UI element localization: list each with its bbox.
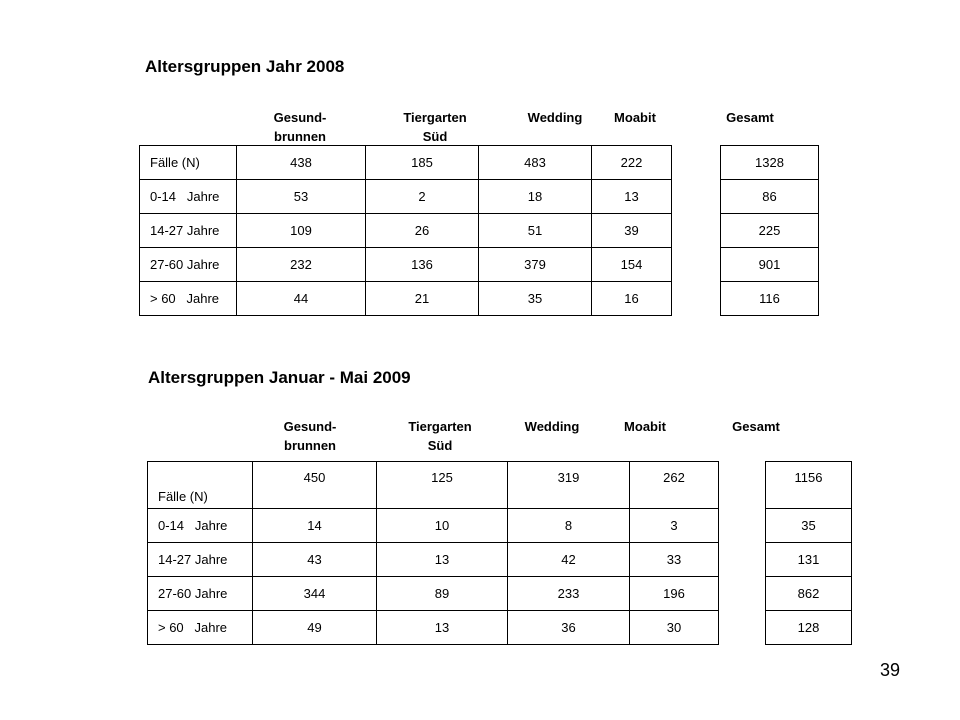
- age-group-table-2008: [139, 145, 819, 316]
- table-cell: 18: [479, 180, 592, 214]
- table-cell: 30: [630, 611, 719, 645]
- column-header-wedding: Wedding: [524, 419, 580, 434]
- table-cell: 39: [592, 214, 672, 248]
- table-body-2009: [148, 462, 852, 645]
- table-cell: 10: [377, 509, 508, 543]
- table-cell: 901: [721, 248, 819, 282]
- table-row: [140, 146, 819, 180]
- table-spacer: [672, 180, 721, 214]
- table-cell: 1328: [721, 146, 819, 180]
- table-cell: 53: [237, 180, 366, 214]
- table-spacer: [719, 577, 766, 611]
- column-header-gesundbrunnen: Gesund- brunnen: [273, 110, 327, 144]
- table-spacer: [672, 146, 721, 180]
- table-row: [148, 611, 852, 645]
- table-cell: 2: [366, 180, 479, 214]
- table-cell: 14: [253, 509, 377, 543]
- table-row: [148, 509, 852, 543]
- row-label-cell: > 60 Jahre: [140, 282, 237, 316]
- table-row: [148, 543, 852, 577]
- table-cell: 13: [592, 180, 672, 214]
- table-cell: 51: [479, 214, 592, 248]
- row-label-cell: 14-27 Jahre: [140, 214, 237, 248]
- row-label-cell: 0-14 Jahre: [140, 180, 237, 214]
- table-row: [140, 282, 819, 316]
- table-spacer: [672, 248, 721, 282]
- row-label-cell: Fälle (N): [148, 462, 253, 509]
- table-row: [140, 248, 819, 282]
- table-cell: 196: [630, 577, 719, 611]
- table-cell: 344: [253, 577, 377, 611]
- page-number: 39: [880, 660, 901, 680]
- table-cell: 13: [377, 543, 508, 577]
- table-cell: 49: [253, 611, 377, 645]
- row-label-cell: 14-27 Jahre: [148, 543, 253, 577]
- table-spacer: [672, 282, 721, 316]
- table-cell: 233: [508, 577, 630, 611]
- table-cell: 185: [366, 146, 479, 180]
- table-cell: 36: [508, 611, 630, 645]
- row-label-cell: > 60 Jahre: [148, 611, 253, 645]
- table-cell: 128: [766, 611, 852, 645]
- table-cell: 232: [237, 248, 366, 282]
- table-cell: 44: [237, 282, 366, 316]
- table-cell: 89: [377, 577, 508, 611]
- table-cell: 86: [721, 180, 819, 214]
- table-cell: 319: [508, 462, 630, 509]
- row-label-cell: 27-60 Jahre: [140, 248, 237, 282]
- row-label-cell: 0-14 Jahre: [148, 509, 253, 543]
- table-spacer: [719, 611, 766, 645]
- column-header-moabit: Moabit: [624, 419, 666, 434]
- row-label-cell: 27-60 Jahre: [148, 577, 253, 611]
- column-header-gesundbrunnen: Gesund- brunnen: [283, 419, 337, 453]
- table-cell: 438: [237, 146, 366, 180]
- column-header-gesamt: Gesamt: [732, 419, 780, 434]
- table-spacer: [719, 462, 766, 509]
- table-row: [140, 214, 819, 248]
- column-header-gesamt: Gesamt: [726, 110, 774, 125]
- table-row: [148, 577, 852, 611]
- table-cell: 35: [766, 509, 852, 543]
- table-cell: 262: [630, 462, 719, 509]
- table-spacer: [672, 214, 721, 248]
- table-cell: 16: [592, 282, 672, 316]
- table-cell: 225: [721, 214, 819, 248]
- table-cell: 483: [479, 146, 592, 180]
- table-body-2008: [140, 146, 819, 316]
- column-header-tiergarten-sued: Tiergarten Süd: [403, 110, 467, 144]
- table-title-2009: Altersgruppen Januar - Mai 2009: [148, 368, 411, 387]
- column-header-wedding: Wedding: [527, 110, 583, 125]
- table-cell: 42: [508, 543, 630, 577]
- table-cell: 862: [766, 577, 852, 611]
- table-cell: 3: [630, 509, 719, 543]
- table-cell: 131: [766, 543, 852, 577]
- table-cell: 21: [366, 282, 479, 316]
- table-cell: 26: [366, 214, 479, 248]
- table-title-2008: Altersgruppen Jahr 2008: [145, 57, 345, 76]
- table-row: [148, 462, 852, 509]
- table-cell: 125: [377, 462, 508, 509]
- table-cell: 13: [377, 611, 508, 645]
- table-cell: 8: [508, 509, 630, 543]
- table-cell: 136: [366, 248, 479, 282]
- table-spacer: [719, 543, 766, 577]
- row-label-cell: Fälle (N): [140, 146, 237, 180]
- table-cell: 154: [592, 248, 672, 282]
- table-cell: 1156: [766, 462, 852, 509]
- table-cell: 116: [721, 282, 819, 316]
- table-cell: 450: [253, 462, 377, 509]
- table-spacer: [719, 509, 766, 543]
- column-header-moabit: Moabit: [614, 110, 656, 125]
- table-cell: 33: [630, 543, 719, 577]
- table-cell: 43: [253, 543, 377, 577]
- table-cell: 222: [592, 146, 672, 180]
- table-cell: 379: [479, 248, 592, 282]
- table-cell: 109: [237, 214, 366, 248]
- table-cell: 35: [479, 282, 592, 316]
- column-header-tiergarten-sued: Tiergarten Süd: [408, 419, 472, 453]
- age-group-table-2009: [147, 461, 852, 645]
- table-row: [140, 180, 819, 214]
